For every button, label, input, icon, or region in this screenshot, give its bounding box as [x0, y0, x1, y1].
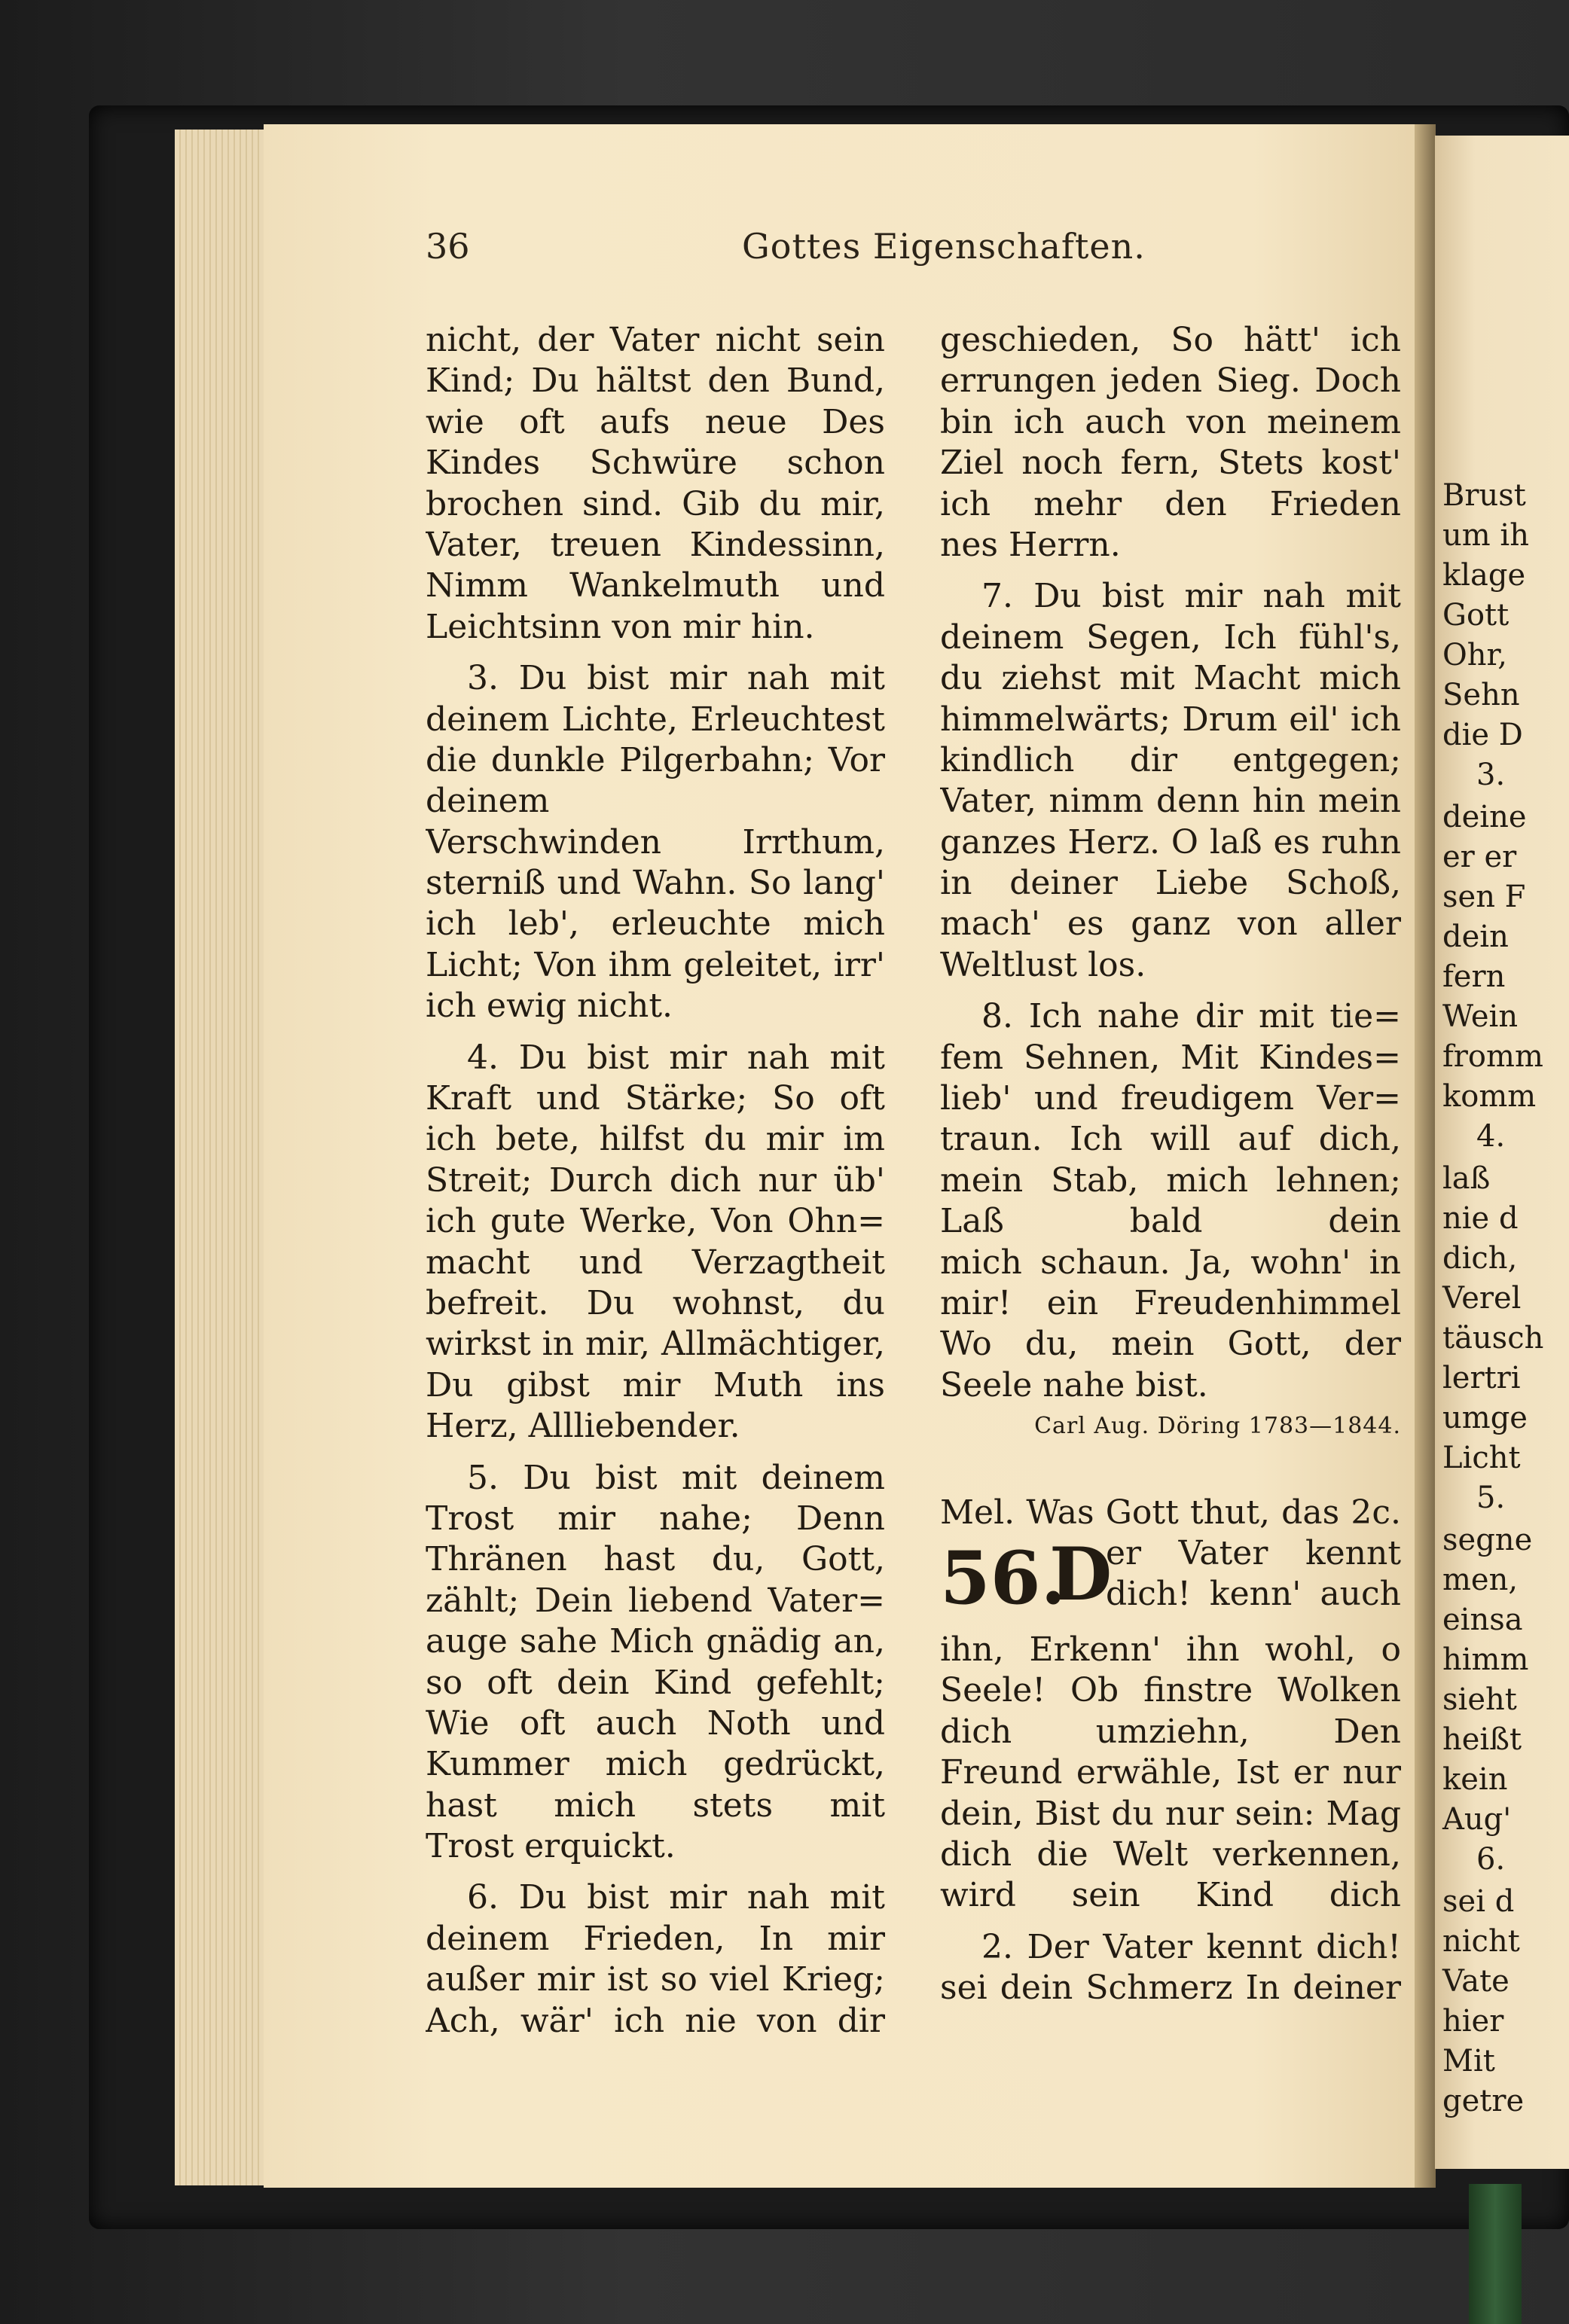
- text-line: ich leb', erleuchte mich: [426, 904, 885, 944]
- next-page-text: dich,: [1442, 1241, 1518, 1276]
- text-line: lieb' und freudigem Ver=: [940, 1079, 1401, 1118]
- text-line: deinem Lichte, Erleuchtest: [426, 700, 885, 739]
- text-line: Verschwinden Irrthum,: [426, 822, 885, 862]
- text-line: zählt; Dein liebend Vater=: [426, 1581, 885, 1620]
- stanza-gap: [940, 986, 1401, 996]
- text-line: Kind; Du hältst den Bund,: [426, 361, 885, 401]
- stanza-gap: [940, 566, 1401, 576]
- page-number: 36: [426, 226, 470, 267]
- next-page-text: Gott: [1442, 598, 1509, 633]
- page-header: [426, 226, 1405, 271]
- next-page-text: sen F: [1442, 880, 1526, 914]
- hymn-second-line: dich! kenn' auch: [1106, 1575, 1401, 1614]
- text-line: Weltlust los.: [940, 945, 1146, 984]
- stanza-start-line: 6. Du bist mir nah mit: [467, 1878, 885, 1917]
- text-line: Seele nahe bist.: [940, 1365, 1208, 1404]
- stanza-start-line: 3. Du bist mir nah mit: [467, 659, 885, 698]
- text-line: dich die Welt verkennen,: [940, 1834, 1401, 1874]
- running-title: Gottes Eigenschaften.: [742, 226, 1146, 267]
- text-line: ich ewig nicht.: [426, 987, 673, 1026]
- text-line: bin ich auch von meinem: [940, 402, 1401, 441]
- text-line: errungen jeden Sieg. Doch: [940, 361, 1401, 401]
- stanza-start-line: 4. Du bist mir nah mit: [467, 1038, 885, 1077]
- stanza-gap: [426, 648, 885, 658]
- text-line: Licht; Von ihm geleitet, irr': [426, 945, 885, 984]
- hymn-heading: [940, 1533, 1401, 1630]
- text-line: in deiner Liebe Schoß,: [940, 864, 1401, 903]
- next-page-text: deine: [1442, 800, 1527, 834]
- ribbon-bookmark: [1469, 2184, 1522, 2324]
- text-line: so oft dein Kind gefehlt;: [426, 1663, 885, 1702]
- text-line: nes Herrn.: [940, 525, 1121, 564]
- right-column: [940, 320, 1401, 2008]
- text-line: Trost mir nahe; Denn: [426, 1499, 885, 1538]
- text-line: außer mir ist so viel Krieg;: [426, 1960, 885, 1999]
- text-line: auge sahe Mich gnädig an,: [426, 1622, 885, 1661]
- next-page-text: einsa: [1442, 1603, 1523, 1637]
- text-line: nicht, der Vater nicht sein: [426, 321, 885, 359]
- text-line: Trost erquickt.: [426, 1827, 676, 1866]
- text-line: Freund erwähle, Ist er nur: [940, 1753, 1401, 1792]
- next-page-text: 6.: [1476, 1842, 1506, 1877]
- text-line: wird sein Kind dich: [940, 1876, 1401, 1915]
- text-line: sei dein Schmerz In deiner: [940, 1969, 1401, 2008]
- next-page-fragment: [1435, 136, 1569, 2169]
- text-line: ich mehr den Frieden: [940, 484, 1401, 523]
- next-page-text: men,: [1442, 1563, 1519, 1597]
- next-page-text: täusch: [1442, 1321, 1544, 1356]
- next-page-text: sei d: [1442, 1884, 1515, 1919]
- next-page-text: Brust: [1442, 478, 1526, 513]
- drop-cap: D: [1049, 1531, 1113, 1617]
- next-page-text: Verel: [1442, 1281, 1522, 1316]
- text-line: Kummer mich gedrückt,: [426, 1745, 885, 1784]
- next-page-text: klage: [1442, 558, 1526, 593]
- text-line: traun. Ich will auf dich,: [940, 1120, 1401, 1159]
- text-line: mich schaun. Ja, wohn' in: [940, 1243, 1401, 1282]
- text-line: Wie oft auch Noth und: [426, 1703, 885, 1743]
- text-line: wie oft aufs neue Des: [426, 402, 885, 441]
- text-line: wirkst in mir, Allmächtiger,: [426, 1325, 885, 1364]
- text-line: mach' es ganz von aller: [940, 904, 1401, 944]
- text-line: mein Stab, mich lehnen;: [940, 1160, 1401, 1200]
- next-page-text: Licht: [1442, 1441, 1521, 1475]
- text-line: Ach, wär' ich nie von dir: [426, 2001, 885, 2040]
- stanza-gap: [940, 1917, 1401, 1927]
- next-page-text: fern: [1442, 959, 1506, 994]
- text-line: geschieden, So hätt' ich: [940, 321, 1401, 359]
- next-page-text: laß: [1442, 1161, 1491, 1196]
- text-line: dein, Bist du nur sein: Mag: [940, 1794, 1401, 1833]
- next-page-text: hier: [1442, 2004, 1504, 2039]
- text-line: ich gute Werke, Von Ohn=: [426, 1202, 885, 1241]
- next-page-text: Aug': [1442, 1802, 1512, 1837]
- right-column-text: [940, 320, 1401, 1406]
- next-page-text: getre: [1442, 2084, 1525, 2118]
- stanza-start-line: 5. Du bist mit deinem: [467, 1458, 885, 1497]
- stanza-start-line: 8. Ich nahe dir mit tie=: [981, 997, 1401, 1036]
- next-page-text: Ohr,: [1442, 638, 1507, 672]
- next-page-text: Mit: [1442, 2044, 1495, 2078]
- text-line: Nimm Wankelmuth und: [426, 566, 885, 605]
- hymn-first-line: er Vater kennt: [1106, 1533, 1401, 1572]
- stanza-start-line: 2. Der Vater kennt dich!: [981, 1927, 1401, 1966]
- stanza-gap: [426, 1447, 885, 1458]
- next-page-text: sieht: [1442, 1682, 1517, 1717]
- next-page-text: er er: [1442, 840, 1517, 874]
- text-line: Leichtsinn von mir hin.: [426, 607, 815, 646]
- text-line: Du gibst mir Muth ins: [426, 1365, 885, 1404]
- book-gutter: [1415, 124, 1436, 2188]
- next-page-text: fromm: [1442, 1039, 1543, 1074]
- next-page-text: 5.: [1476, 1481, 1506, 1515]
- text-line: ich bete, hilfst du mir im: [426, 1120, 885, 1159]
- stanza-gap: [426, 1027, 885, 1038]
- stanza-gap: [426, 1867, 885, 1877]
- text-line: Seele! Ob finstre Wolken: [940, 1671, 1401, 1710]
- next-page-text: segne: [1442, 1523, 1533, 1557]
- left-column: [426, 320, 885, 2042]
- next-page-text: 3.: [1476, 758, 1506, 792]
- text-line: Thränen hast du, Gott,: [426, 1540, 885, 1579]
- next-page-text: die D: [1442, 718, 1523, 752]
- text-line: fem Sehnen, Mit Kindes=: [940, 1038, 1401, 1077]
- next-page-text: kein: [1442, 1762, 1508, 1797]
- text-line: Ziel noch fern, Stets kost': [940, 444, 1401, 483]
- text-line: kindlich dir entgegen;: [940, 740, 1401, 779]
- text-line: deinem Frieden, In mir: [426, 1919, 885, 1958]
- text-line: Herz, Allliebender.: [426, 1407, 740, 1446]
- next-page-text: dein: [1442, 920, 1509, 954]
- text-line: Wo du, mein Gott, der: [940, 1325, 1401, 1364]
- text-line: deinem: [426, 782, 550, 821]
- next-page-text: Vate: [1442, 1964, 1509, 1999]
- text-line: die dunkle Pilgerbahn; Vor: [426, 740, 885, 779]
- next-page-text: komm: [1442, 1079, 1537, 1114]
- hymn-body: [940, 1630, 1401, 2009]
- text-line: Streit; Durch dich nur üb': [426, 1160, 885, 1200]
- text-line: dich umziehn, Den: [940, 1712, 1401, 1751]
- text-line: ganzes Herz. O laß es ruhn: [940, 822, 1401, 862]
- text-line: ihn, Erkenn' ihn wohl, o: [940, 1630, 1401, 1669]
- text-line: macht und Verzagtheit: [426, 1243, 885, 1282]
- text-line: hast mich stets mit: [426, 1786, 885, 1825]
- text-line: Kraft und Stärke; So oft: [426, 1079, 885, 1118]
- next-page-text: nicht: [1442, 1924, 1520, 1959]
- text-line: du ziehst mit Macht mich: [940, 659, 1401, 698]
- text-line: himmelwärts; Drum eil' ich: [940, 700, 1401, 739]
- text-line: Kindes Schwüre schon: [426, 444, 885, 483]
- next-page-text: lertri: [1442, 1361, 1521, 1395]
- next-page-text: um ih: [1442, 518, 1529, 553]
- next-page-text: umge: [1442, 1401, 1528, 1435]
- next-page-text: himm: [1442, 1642, 1529, 1677]
- text-line: Laß bald dein: [940, 1202, 1401, 1241]
- text-line: deinem Segen, Ich fühl's,: [940, 618, 1401, 657]
- text-line: Vater, nimm denn hin mein: [940, 782, 1401, 821]
- hymn-author: Carl Aug. Döring 1783—1844.: [1034, 1413, 1401, 1440]
- next-page-text: heißt: [1442, 1722, 1522, 1757]
- next-page-text: Sehn: [1442, 678, 1520, 712]
- next-page-text: 4.: [1476, 1119, 1506, 1154]
- page-edges: [175, 130, 273, 2185]
- text-line: befreit. Du wohnst, du: [426, 1283, 885, 1322]
- next-page-text: nie d: [1442, 1201, 1519, 1236]
- text-line: mir! ein Freudenhimmel: [940, 1283, 1401, 1322]
- melody-line: Mel. Was Gott thut, das 2c.: [940, 1493, 1401, 1532]
- text-line: Vater, treuen Kindessinn,: [426, 525, 885, 564]
- text-line: sterniß und Wahn. So lang': [426, 864, 885, 903]
- hymn-number: 56.: [940, 1535, 1067, 1621]
- text-line: brochen sind. Gib du mir,: [426, 484, 885, 523]
- next-page-text: Wein: [1442, 999, 1519, 1034]
- stanza-start-line: 7. Du bist mir nah mit: [981, 577, 1401, 616]
